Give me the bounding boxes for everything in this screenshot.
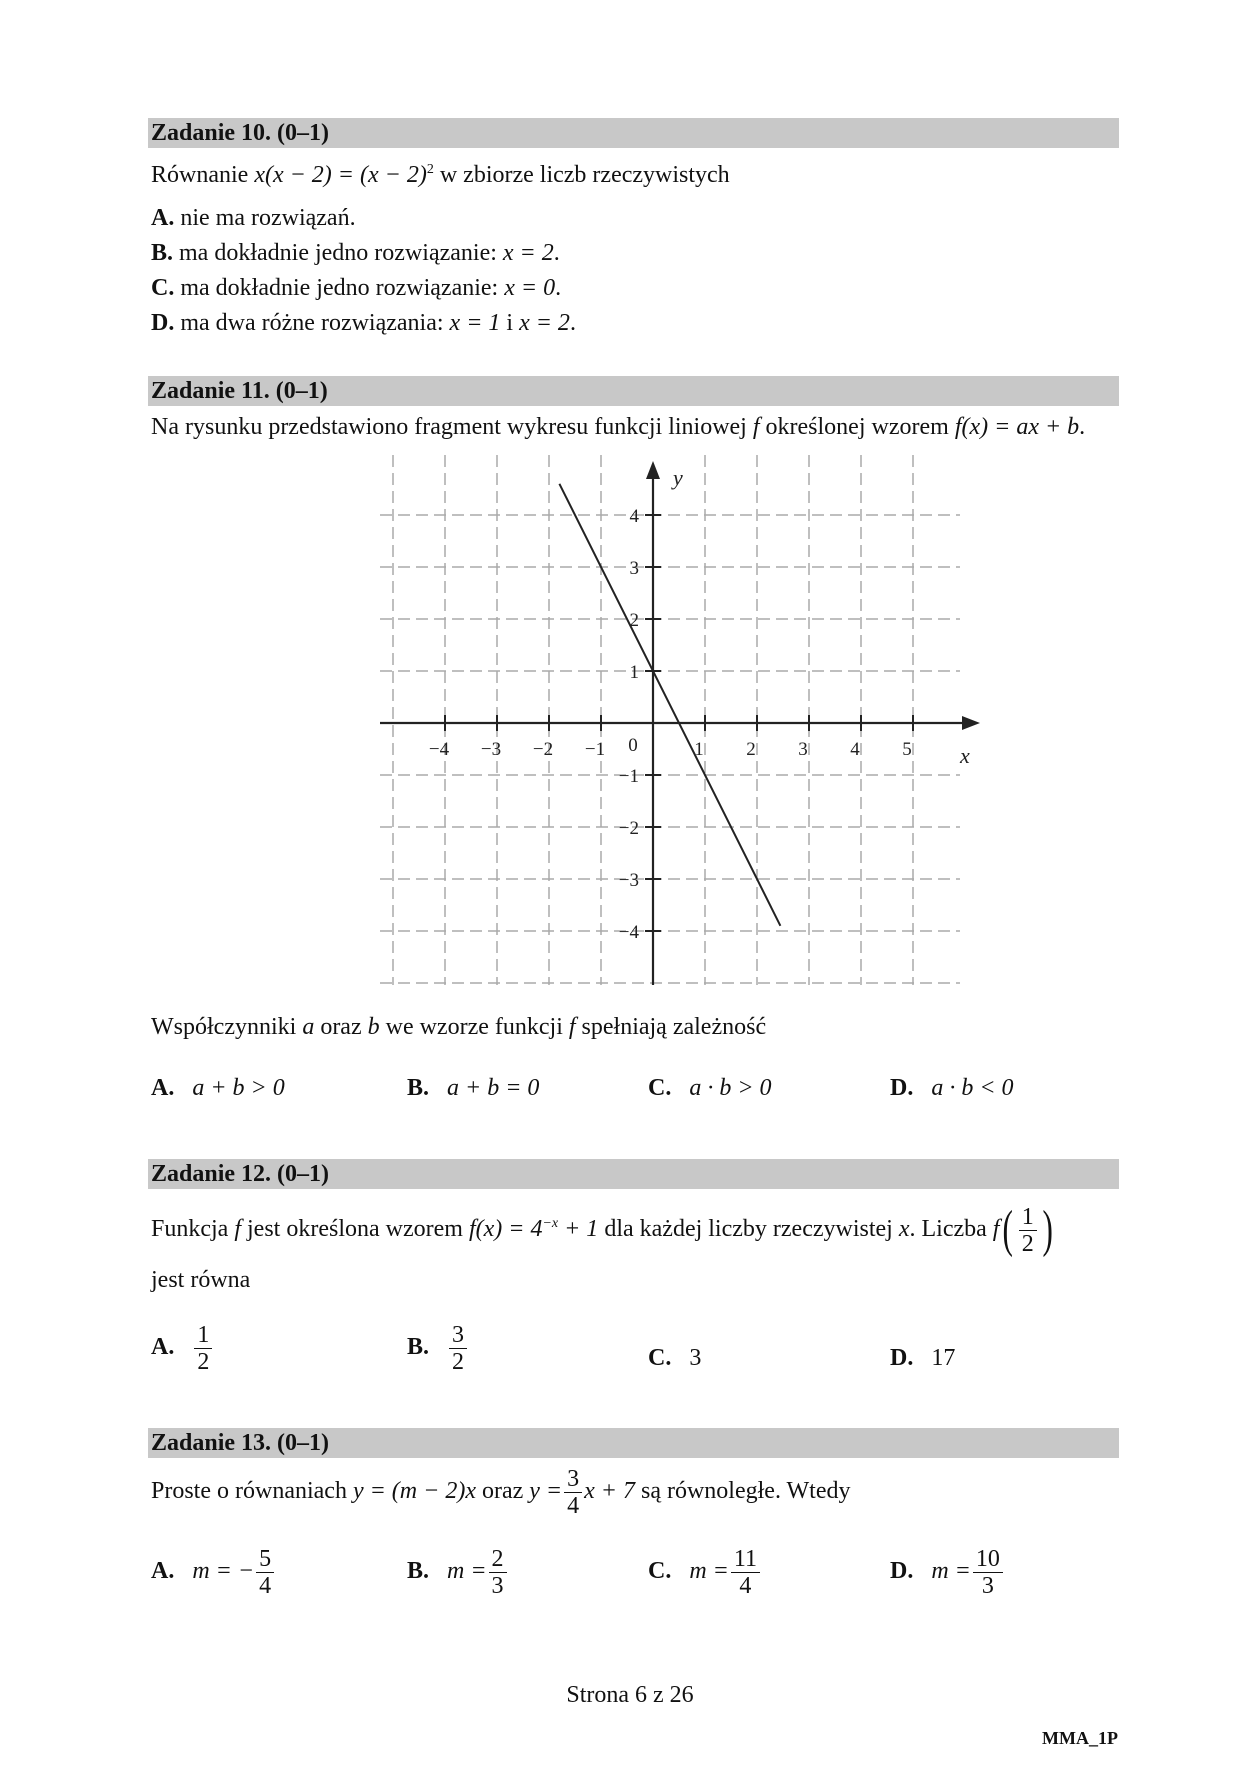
y-axis-arrow bbox=[646, 461, 660, 479]
y-tick-label: −4 bbox=[618, 922, 639, 943]
x-axis-arrow bbox=[962, 716, 980, 730]
linear-function-graph bbox=[380, 455, 1000, 995]
x-axis-label: x bbox=[960, 743, 970, 768]
task12-option-c[interactable]: C. 3 bbox=[648, 1345, 702, 1371]
exam-code: MMA_1P bbox=[1042, 1728, 1118, 1748]
y-tick-label: −2 bbox=[618, 818, 639, 839]
y-tick-label: 4 bbox=[629, 506, 639, 527]
x-tick-label: 4 bbox=[850, 739, 860, 760]
task13-intro: Proste o równaniach y = (m − 2)x oraz y = $\frac{3}{4}$ x + 7 są równoległe. Wtedy bbox=[151, 1465, 851, 1519]
y-tick-label: 1 bbox=[629, 662, 639, 683]
task13-option-d[interactable]: D. m = $\frac{10}{3}$ bbox=[890, 1546, 1005, 1599]
task12-option-d[interactable]: D. 17 bbox=[890, 1345, 956, 1371]
x-tick-label: −4 bbox=[428, 739, 450, 760]
y-tick-label: 2 bbox=[629, 610, 639, 631]
task10-option-d[interactable]: D. ma dwa różne rozwiązania: x = 1 i x = 2. bbox=[151, 310, 576, 336]
task10-header: Zadanie 10. (0–1) bbox=[148, 118, 1119, 148]
task13-option-c[interactable]: C. m = $\frac{11}{4}$ bbox=[648, 1546, 762, 1599]
task10-intro: Równanie $x(x - 2) = (x - 2)^2$ w zbiorze liczb rzeczywistych bbox=[151, 162, 730, 188]
y-tick-label: −1 bbox=[618, 766, 639, 787]
task10-option-c[interactable]: C. ma dokładnie jedno rozwiązanie: x = 0. bbox=[151, 275, 562, 301]
task11-option-b[interactable]: B. a + b = 0 bbox=[407, 1075, 540, 1101]
task12-header: Zadanie 12. (0–1) bbox=[148, 1159, 1119, 1189]
x-tick-label: 2 bbox=[746, 739, 756, 760]
y-tick-label: 3 bbox=[629, 558, 639, 579]
x-tick-label: 5 bbox=[902, 739, 912, 760]
task13-option-b[interactable]: B. m = $\frac{2}{3}$ bbox=[407, 1546, 509, 1599]
x-tick-label: −2 bbox=[532, 739, 554, 760]
task12-option-b[interactable]: B. $\frac{3}{2}$ bbox=[407, 1322, 469, 1375]
x-tick-label: −1 bbox=[584, 739, 606, 760]
x-tick-label: 3 bbox=[798, 739, 808, 760]
task12-line2: jest równa bbox=[151, 1267, 251, 1293]
task13-option-a[interactable]: A. m = − $\frac{5}{4}$ bbox=[151, 1546, 276, 1599]
task11-intro: Na rysunku przedstawiono fragment wykresu funkcji liniowej f określonej wzorem f(x) = ax + b. bbox=[151, 414, 1086, 440]
task12-intro: Funkcja f jest określona wzorem $f(x) = 4^{-x} + 1$ dla każdej liczby rzeczywistej x. Liczba f( $\frac{1}{2}$ ) bbox=[151, 1201, 1053, 1259]
y-axis-label: y bbox=[673, 465, 683, 490]
task11-option-a[interactable]: A. a + b > 0 bbox=[151, 1075, 285, 1101]
task12-option-a[interactable]: A. $\frac{1}{2}$ bbox=[151, 1322, 214, 1375]
task10-option-a[interactable]: A. nie ma rozwiązań. bbox=[151, 205, 356, 231]
function-line bbox=[559, 484, 780, 926]
task11-option-c[interactable]: C. a · b > 0 bbox=[648, 1075, 772, 1101]
x-tick-label: −3 bbox=[480, 739, 502, 760]
x-tick-label: 1 bbox=[694, 739, 704, 760]
task10-option-b[interactable]: B. ma dokładnie jedno rozwiązanie: x = 2. bbox=[151, 240, 560, 266]
task13-header: Zadanie 13. (0–1) bbox=[148, 1428, 1119, 1458]
y-tick-label: −3 bbox=[618, 870, 639, 891]
task11-option-d[interactable]: D. a · b < 0 bbox=[890, 1075, 1014, 1101]
task11-header: Zadanie 11. (0–1) bbox=[148, 376, 1119, 406]
origin-label: 0 bbox=[628, 735, 638, 756]
task11-question: Współczynniki a oraz b we wzorze funkcji f spełniają zależność bbox=[151, 1014, 767, 1040]
page-number: Strona 6 z 26 bbox=[566, 1682, 694, 1708]
